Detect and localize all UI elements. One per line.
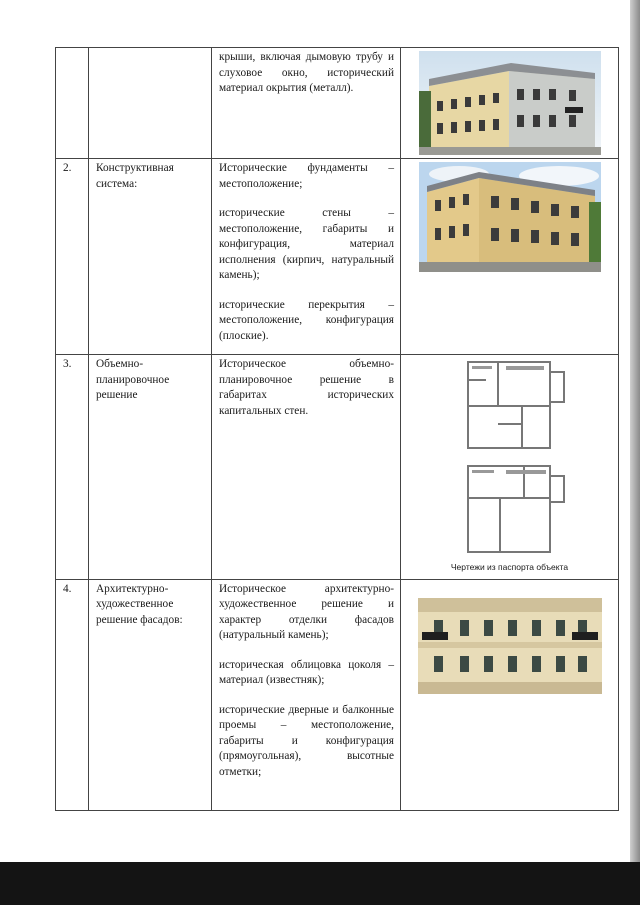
building-photo-corner bbox=[419, 51, 601, 155]
description-paragraph: исторические дверные и балконные проемы – местоположение, габариты и конфигурация (прямоугольная), высотные отметки; bbox=[219, 703, 394, 778]
protected-features-table bbox=[55, 47, 619, 811]
row-image-cell bbox=[401, 355, 619, 580]
floor-plans bbox=[450, 358, 570, 558]
row-name: Объемно-планировочное решение bbox=[89, 355, 212, 580]
scan-edge bbox=[630, 0, 640, 905]
row-image-cell bbox=[401, 48, 619, 159]
scan-bottom-bar bbox=[0, 862, 640, 905]
facade-photo bbox=[418, 598, 602, 694]
table-row bbox=[56, 355, 619, 580]
description-paragraph: крыши, включая дымовую трубу и слуховое окно, исторический материал окрытия (металл). bbox=[219, 51, 394, 94]
description-paragraph: исторические перекрытия – местоположение, конфигурация (плоские). bbox=[219, 298, 394, 342]
row-name bbox=[89, 48, 212, 159]
description-paragraph: Историческое объемно-планировочное решение в габаритах исторических капитальных стен. bbox=[219, 358, 394, 417]
building-photo-street bbox=[419, 162, 601, 272]
table-row bbox=[56, 48, 619, 159]
row-image-cell bbox=[401, 159, 619, 355]
row-number: 2. bbox=[56, 159, 89, 355]
row-image-cell bbox=[401, 579, 619, 810]
row-number: 4. bbox=[56, 579, 89, 810]
description-paragraph: историческая облицовка цоколя – материал (известняк); bbox=[219, 658, 394, 686]
table-row bbox=[56, 579, 619, 810]
row-description bbox=[212, 355, 401, 580]
row-name: Конструктивная система: bbox=[89, 159, 212, 355]
row-description bbox=[212, 159, 401, 355]
description-paragraph: Исторические фундаменты – местоположение; bbox=[219, 162, 394, 190]
row-name: Архитектурно-художественное решение фасадов: bbox=[89, 579, 212, 810]
description-paragraph: Историческое архитектурно-художественное решение и характер отделки фасадов (натуральный камень); bbox=[219, 582, 394, 641]
row-number bbox=[56, 48, 89, 159]
row-description bbox=[212, 579, 401, 810]
description-paragraph: исторические стены – местоположение, габариты и конфигурация, материал исполнения (кирпич, натуральный камень); bbox=[219, 207, 394, 281]
image-caption: Чертежи из паспорта объекта bbox=[450, 562, 569, 572]
row-description bbox=[212, 48, 401, 159]
table-row bbox=[56, 159, 619, 355]
row-number: 3. bbox=[56, 355, 89, 580]
